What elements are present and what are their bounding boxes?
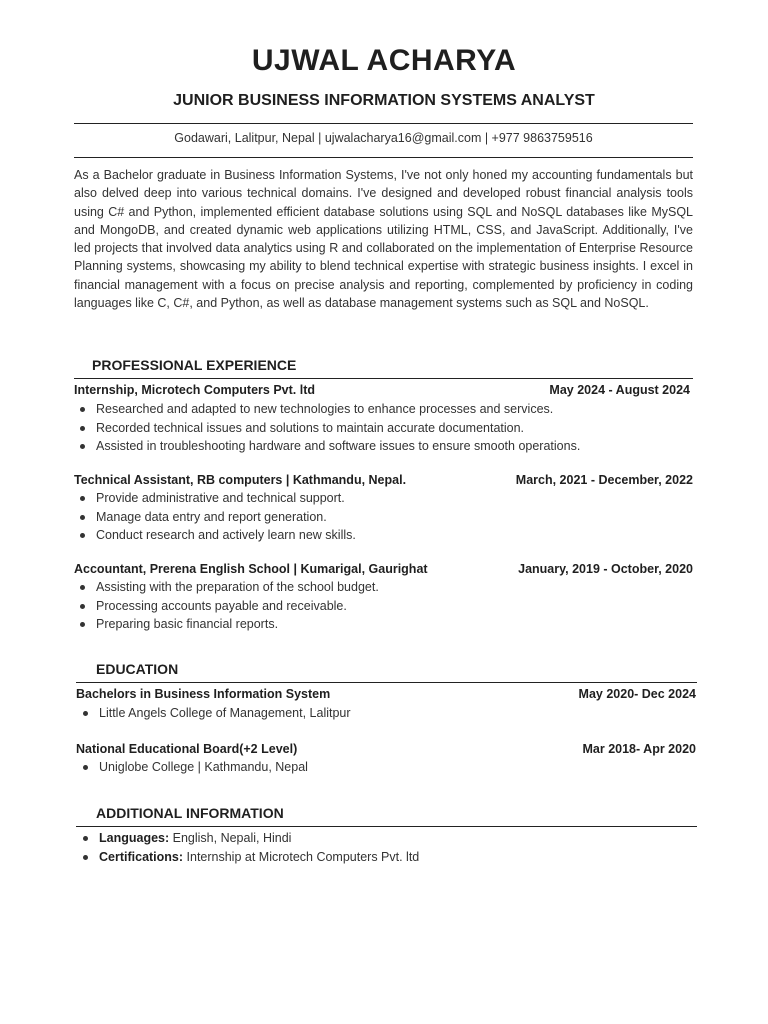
list-item xyxy=(77,829,696,848)
summary-paragraph: As a Bachelor graduate in Business Information Systems, I've not only honed my accounting fundamentals but also delved deep into various technical domains. I've designed and developed robust financial analysis tools using C# and Python, implemented efficient database solutions using SQL and NoSQL databases like MySQL and MongoDB, and created dynamic web applications utilizing HTML, CSS, and JavaScript. Additionally, I've led projects that involved data analytics using R and collaborated on the implementation of Enterprise Resource Planning systems, showcasing my ability to blend technical expertise with strategic business insights. I excel in financial management with a focus on precise analysis and reporting, complemented by proficiency in coding languages like C, C#, and Python, as well as database management systems such as SQL and NoSQL. xyxy=(74,168,693,311)
certifications-label: Certifications: xyxy=(99,849,184,864)
education-divider xyxy=(76,682,697,683)
list-item: Processing accounts payable and receivable. xyxy=(74,597,693,616)
job-bullets xyxy=(74,578,693,634)
list-item: Preparing basic financial reports. xyxy=(74,615,693,634)
languages-label: Languages: xyxy=(99,831,170,845)
job-role: Technical Assistant, RB computers | Kathmandu, Nepal. xyxy=(74,473,407,487)
list-item xyxy=(77,848,696,867)
list-item: Uniglobe College | Kathmandu, Nepal xyxy=(77,758,696,777)
list-item: Recorded technical issues and solutions to maintain accurate documentation. xyxy=(74,419,693,438)
header-divider-bottom xyxy=(74,157,693,158)
contact-line: Godawari, Lalitpur, Nepal | ujwalacharya16@gmail.com | +977 9863759516 xyxy=(174,131,593,145)
header-divider-top xyxy=(74,123,693,124)
experience-heading: PROFESSIONAL EXPERIENCE xyxy=(92,357,297,373)
candidate-name: UJWAL ACHARYA xyxy=(251,44,517,77)
degree-bullets xyxy=(77,758,696,777)
list-item: Provide administrative and technical support. xyxy=(74,489,693,508)
job-role: Accountant, Prerena English School | Kumarigal, Gaurighat xyxy=(74,562,428,576)
experience-divider xyxy=(74,378,693,379)
job-dates: March, 2021 - December, 2022 xyxy=(515,473,693,487)
degree-title: National Educational Board(+2 Level) xyxy=(76,742,298,756)
additional-divider xyxy=(76,826,697,827)
additional-bullets xyxy=(77,829,696,866)
job-dates: January, 2019 - October, 2020 xyxy=(518,562,693,576)
education-heading: EDUCATION xyxy=(96,661,179,677)
job-dates: May 2024 - August 2024 xyxy=(549,383,690,397)
degree-dates: May 2020- Dec 2024 xyxy=(578,687,696,701)
list-item: Researched and adapted to new technologies to enhance processes and services. xyxy=(74,400,693,419)
degree-bullets xyxy=(77,704,696,723)
list-item: Conduct research and actively learn new skills. xyxy=(74,526,693,545)
additional-heading: ADDITIONAL INFORMATION xyxy=(96,805,284,821)
list-item: Manage data entry and report generation. xyxy=(74,508,693,527)
job-bullets xyxy=(74,489,693,545)
languages-value: English, Nepali, Hindi xyxy=(169,831,292,845)
certifications-value: Internship at Microtech Computers Pvt. ltd xyxy=(183,849,420,864)
list-item: Assisting with the preparation of the school budget. xyxy=(74,578,693,597)
degree-title: Bachelors in Business Information System xyxy=(76,687,331,701)
degree-dates: Mar 2018- Apr 2020 xyxy=(582,742,696,756)
list-item: Little Angels College of Management, Lalitpur xyxy=(77,704,696,723)
job-role: Internship, Microtech Computers Pvt. ltd xyxy=(74,383,315,397)
list-item: Assisted in troubleshooting hardware and software issues to ensure smooth operations. xyxy=(74,437,693,456)
job-title: JUNIOR BUSINESS INFORMATION SYSTEMS ANALYST xyxy=(173,92,595,109)
job-bullets xyxy=(74,400,693,456)
